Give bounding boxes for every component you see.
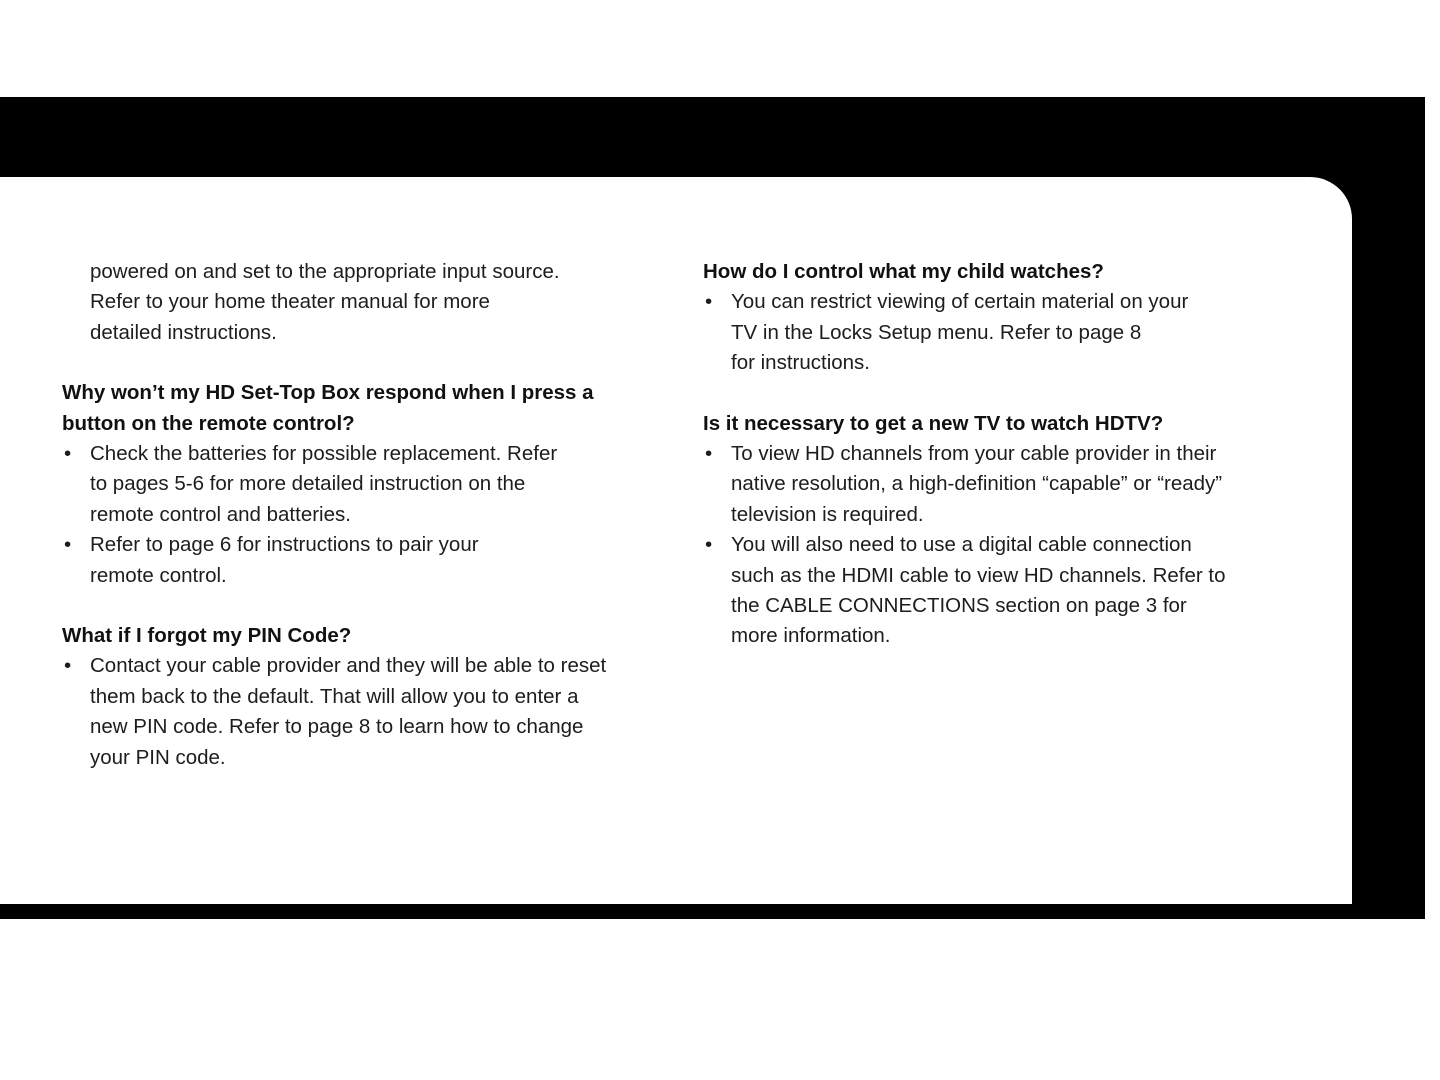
right-column [703, 257, 1303, 652]
faq-answer-bullet [62, 530, 677, 591]
text-line: Refer to page 6 for instructions to pair your [90, 533, 479, 557]
question-line: button on the remote control? [62, 411, 355, 435]
text-line: detailed instructions. [90, 320, 277, 344]
faq-item-remote-not-responding [62, 378, 677, 591]
text-line: to pages 5-6 for more detailed instruction on the [90, 472, 526, 496]
text-line: Refer to your home theater manual for more [90, 290, 490, 314]
faq-answer-bullet [703, 287, 1303, 378]
faq-question [703, 409, 1303, 439]
faq-answer-list [703, 439, 1303, 652]
text-line: remote control. [90, 563, 227, 587]
bullet-icon: • [64, 533, 72, 557]
bullet-icon: • [705, 290, 713, 314]
text-line: Contact your cable provider and they will be able to reset [90, 654, 607, 678]
content-card [0, 177, 1352, 904]
text-line: television is required. [731, 502, 924, 526]
bullet-icon: • [705, 533, 713, 557]
text-line: more information. [731, 624, 891, 648]
bullet-icon: • [64, 654, 72, 678]
faq-question [62, 621, 677, 651]
faq-item-forgot-pin [62, 621, 677, 773]
faq-answer-bullet [703, 439, 1303, 530]
text-line: You can restrict viewing of certain material on your [731, 290, 1189, 314]
faq-answer-bullet [62, 439, 677, 530]
question-line: How do I control what my child watches? [703, 260, 1104, 283]
faq-answer-list [62, 651, 677, 773]
text-line: remote control and batteries. [90, 502, 351, 526]
bullet-icon: • [64, 442, 72, 466]
faq-answer-list [703, 287, 1303, 378]
text-line: To view HD channels from your cable provider in their [731, 442, 1217, 466]
text-line: your PIN code. [90, 745, 226, 769]
faq-answer-bullet [62, 651, 677, 773]
text-line: them back to the default. That will allow you to enter a [90, 684, 579, 708]
text-line: Check the batteries for possible replacement. Refer [90, 442, 558, 466]
question-line: Is it necessary to get a new TV to watch HDTV? [703, 411, 1164, 435]
question-line: Why won’t my HD Set-Top Box respond when I press a [62, 381, 594, 405]
text-line: the CABLE CONNECTIONS section on page 3 for [731, 594, 1187, 618]
faq-question [703, 257, 1303, 287]
faq-answer-bullet [703, 530, 1303, 652]
text-line: new PIN code. Refer to page 8 to learn how to change [90, 715, 584, 739]
text-line: TV in the Locks Setup menu. Refer to page 8 [731, 320, 1142, 344]
text-line: for instructions. [731, 351, 870, 375]
continued-paragraph [62, 257, 677, 348]
text-line: native resolution, a high-definition “capable” or “ready” [731, 472, 1223, 496]
faq-answer-list [62, 439, 677, 591]
faq-item-new-tv-hdtv [703, 409, 1303, 652]
faq-item-parental-control [703, 257, 1303, 379]
faq-question [62, 378, 677, 439]
text-line: You will also need to use a digital cable connection [731, 533, 1192, 557]
text-line: such as the HDMI cable to view HD channels. Refer to [731, 563, 1226, 587]
question-line: What if I forgot my PIN Code? [62, 624, 352, 648]
left-column [62, 257, 677, 773]
bullet-icon: • [705, 442, 713, 466]
text-line: powered on and set to the appropriate input source. [90, 260, 560, 283]
